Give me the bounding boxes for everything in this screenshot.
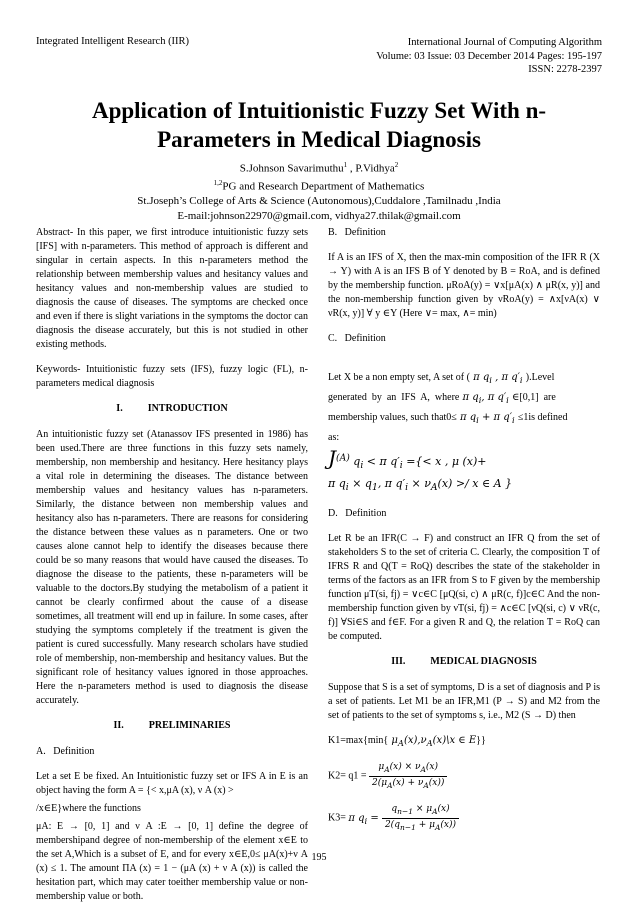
author-email: E-mail:johnson22970@gmail.com, vidhya27.thilak@gmail.com [177,209,461,222]
definition-a-heading: A. Definition [36,746,95,757]
pi-q-formula: π $q_i$ , π $q'_i$ [469,372,523,385]
keywords: Keywords- Intuitionistic fuzzy sets (IFS), fuzzy logic (FL), n-parameters medical diagnosis [36,364,308,389]
section-heading-medical-diagnosis: III. MEDICAL DIAGNOSIS [391,656,537,668]
author-college: St.Joseph’s College of Arts & Science (Autonomous),Cuddalore ,Tamilnadu ,India [137,195,501,208]
definition-b-text: If A is an IFS of X, then the max-min composition of the IFR R (X → Y) with A is an IFS B of Y denoted by B = RoA, and is defined by the membership function. μRoA(y) = ∨x[μA(x) ∧ μR(x, y)] and the non-membership function given by νRoA(y) = ∧x[νA(x) ∨ νR(x, y)] ∀ y ∈Y (Here ∨= max, ∧= min) [328,252,600,319]
section-heading-introduction: I. INTRODUCTION [116,403,228,414]
pi-q-range-formula: π $q_i$, π $q'_i$ [459,392,509,405]
k2-formula: K2= q1 = $\frac{\mu_A(x) \times \nu_A(x)}{2(\mu_A(x) + \nu_A(x))}$ [328,761,600,792]
left-column [36,226,308,902]
title-line-1: Application of Intuitionistic Fuzzy Set With n- [91,98,547,123]
author-block [0,158,638,223]
definition-c-line-3: membership values, such that0≤ π $q_i + \pi$ $q'_i \le 1is$ defined [328,412,568,425]
page-number: 195 [311,852,327,863]
medical-diagnosis-text: Suppose that S is a set of symptoms, D is a set of diagnosis and P is a set of patients. Let M1 be an IFR,M1 (P → S) and M2 from the set of patients to the set of symptoms s, i.e., M2 (S → D) then [328,682,600,722]
definition-a-text-3: μA: E → [0, 1] and ν A :E → [0, 1] define the degree of membershipand degree of non-membership of the element x∈E to the set A,Which is a subset of E, and for every x∈E,0≤ μA(x)+ν A (x) ≤ 1. The amount ΠA (x) = 1 − (μA (x) + ν A (x)) is called the hesitation part, which may cater toeither membership value or non-membership value or both. [36,821,308,902]
k2-fraction: $\frac{\mu_A(x) \times \nu_A(x)}{2(\mu_A(x) + \nu_A(x))}$ [369,761,447,792]
definition-c-line-1: Let X be a non empty set, A set of ( π $q_i$ , π $q'_i$ ).Level [328,372,555,385]
definition-d-heading: D. Definition [328,508,387,520]
level-set-formula: $J^{(A)}$ $q_i < \pi$ $q'_i$ ={< x , μ (x)+ π $q_i \times q_1$, π $q'_i \times \nu_A(x) >/ x$ ∈ A } [328,446,513,494]
section-heading-preliminaries: II. PRELIMINARIES [113,720,231,731]
right-column [328,226,600,845]
journal-info [376,36,602,77]
author-names: S.Johnson Savarimuthu$^1$ , P.Vidhya$^2$ [239,161,399,175]
definition-b-heading: B. Definition [328,227,386,238]
definition-a-text-2: /x∈E}where the functions [36,803,141,814]
paper-title [20,96,618,154]
definition-a-text-1: Let a set E be fixed. An Intuitionistic fuzzy set or IFS A in E is an object having the form A = {< x,μA (x), ν A (x) > [36,771,308,796]
introduction-text: An intuitionistic fuzzy set (Atanassov IFS presented in 1986) has been used.There are three functions in this fuzzy sets namely, membership, non membership and hesitancy. Here hesitancy plays a vital role in determining the diseases. The distance between membership values and hesitancy values has n-parameters. Similarly, the distance between non membership values and hesitancy also has n-parameters. There are reasons for considering the distance between these values as n parameters. One or two causes alone cannot help to identify the diseases because there could be so many reasons that would have caused the diseases. To diagnose the disease to the patients, these n-parameters will be valuable to the doctors.By studying the metabolism of a patient it cannot be clearly confirmed about the cause of a disease sometimes, all treatment will end up in failure. In some cases, after studying the symptoms completely if the treatment is given the patient is cured successfully. Many research scholars have studied role of membership, non-membership and hesitancy values. But the significant role of hesitancy values ignored in those approaches. Here the n-parameters method is used to diagnosis the disease accurately. [36,429,308,706]
definition-c-heading: C. Definition [328,333,386,344]
pi-q-sum-formula: π $q_i + \pi$ $q'_i$ [456,412,515,425]
k3-fraction: $\frac{q_{n-1} \times \mu_A(x)}{2(q_{n-1} + \mu_A(x))}$ [382,803,459,834]
k3-formula: K3= π $q_i$ = $\frac{q_{n-1} \times \mu_A(x)}{2(q_{n-1} + \mu_A(x))}$ [328,803,600,834]
journal-publisher: Integrated Intelligent Research (IIR) [36,36,190,47]
title-line-2: Parameters in Medical Diagnosis [157,127,481,152]
definition-c-line-2: generated by an IFS A, where π $q_i$, π $q'_i$ ∈[0,1] are [328,392,556,405]
abstract: Abstract- In this paper, we first introduce intuitionistic fuzzy sets [IFS] with n-parameters. This method of approach is different and singular in certain aspects. In this n-parameters method the relationship between membership values and hesitancy values and hesitancy values and non-membership values are studied to diagnosis the cause of diseases. The symptoms are checked once and even if there is slight variations in the symptoms the doctor can diagnosis the disease accurately, but this is not studied in other existing methods. [36,227,308,350]
journal-issn: ISSN: 2278-2397 [528,64,602,75]
definition-d-text: Let R be an IFR(C → F) and construct an IFR Q from the set of stakeholders S to the set of criteria C. Clearly, the composition T of IFRS R and Q(T = RoQ) describes the state of the stakeholder in terms of the factors as an IFR from S to F given by the membership function μT(si, fj) = ∨c∈C [μQ(si, c) ∧ μR(c, f)]c∈C And the non-membership function given by νT(si, fj) = ∧c∈C [νQ(si, c) ∨ νR(c, f)] ∀Si∈S and f∈F. For a given R and Q, the relation T = RoQ can be computed. [328,533,600,643]
journal-name: International Journal of Computing Algorithm [407,37,602,48]
author-department: $^{1,2}$PG and Research Department of Mathematics [213,179,425,193]
definition-c-line-4: as: [328,432,340,443]
journal-volume: Volume: 03 Issue: 03 December 2014 Pages: 195-197 [376,50,602,62]
k1-formula: K1=max{min{ $\mu_A(x),\nu_A(x)\backslash x$ ∈ E}} [328,735,486,749]
